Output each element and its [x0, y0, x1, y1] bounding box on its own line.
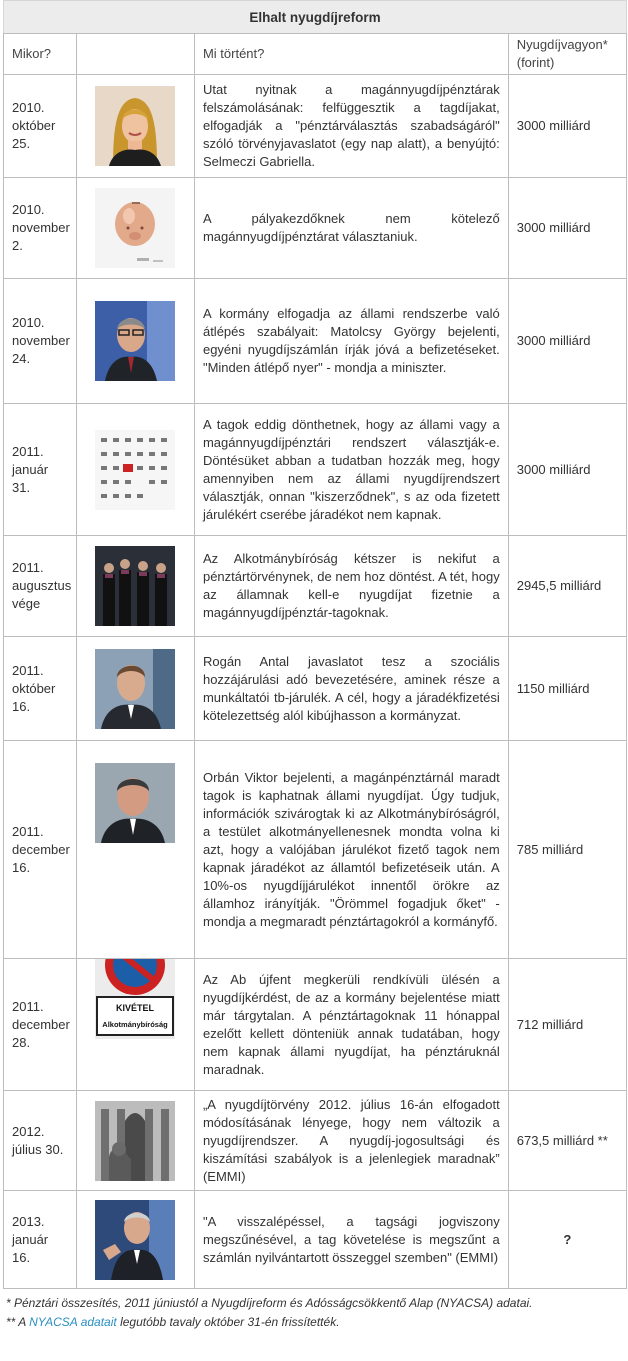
row-date: 2010. november 24.	[4, 279, 77, 404]
table-row	[4, 741, 627, 959]
portrait-speaker-photo	[95, 1200, 175, 1280]
row-description: "A visszalépéssel, a tagsági jogviszony megszűnésével, a tag követelése is megszűnt a számlán nyilvántartott összeggel szemben" (EMMI)	[194, 1191, 508, 1289]
footnote-2-prefix: ** A	[6, 1315, 30, 1329]
sign-bottom-text: Alkotmánybíróság	[102, 1020, 169, 1029]
no-parking-sign-photo	[95, 959, 175, 1039]
row-value: 3000 milliárd	[508, 178, 626, 279]
row-date: 2011. december 28.	[4, 959, 77, 1091]
row-date: 2011. augusztus vége	[4, 536, 77, 637]
piggy-bank-photo	[95, 188, 175, 268]
row-date: 2010. november 2.	[4, 178, 77, 279]
table-row	[4, 404, 627, 536]
row-description: A tagok eddig dönthetnek, hogy az állami vagy a magánnyugdíjpénztári rendszert választják-e. Döntésüket abban a tudatban hozzák meg, hogy amennyiben nem az állami nyugdíjrendszert választják, onnan "kiszerződnek", s az oda fizetett járulékért cserébe járadékot nem kapnak.	[194, 404, 508, 536]
header-image	[76, 34, 194, 75]
row-description: Az Alkotmánybíróság kétszer is nekifut a pénztártörvénynek, de nem hoz döntést. A tét, hogy az államnak kell-e nyugdíjat fizetnie a magánnyugdíjpénztár-tagoknak.	[194, 536, 508, 637]
row-description: „A nyugdíjtörvény 2012. július 16-án elfogadott módosításának lényege, hogy nem változik a nyugdíjrendszer. A nyugdíj-jogosultsági és kiszámítási szabályok is a jelenlegiek maradnak” (EMMI)	[194, 1091, 508, 1191]
table-row	[4, 637, 627, 741]
table-row	[4, 536, 627, 637]
row-value: ?	[508, 1191, 626, 1289]
row-description: Utat nyitnak a magánnyugdíjpénztárak felszámolásának: felfüggesztik a tagdíjakat, elfogadják a "pénztárválasztás szabadságáról" szóló törvényjavaslatot (egy nap alatt), a benyújtó: Selmeczi Gabriella.	[194, 75, 508, 178]
row-value: 3000 milliárd	[508, 279, 626, 404]
row-value: 673,5 milliárd **	[508, 1091, 626, 1191]
table-title: Elhalt nyugdíjreform	[3, 0, 627, 33]
row-value: 2945,5 milliárd	[508, 536, 626, 637]
row-description: Orbán Viktor bejelenti, a magánpénztárnál maradt tagok is kaphatnak állami nyugdíjat. Úgy tudjuk, információk szivárogtak ki az Alkotmánybíróságról, a testület alkotmányellenesnek mondta volna ki azt, hogy a valójában járulékot fizető tagok nem kapnak járadékot az államtól befizetéseik után. A 10%-os nyugdíjjárulékot innentől örökre az államhoz irányítják. "Örömmel fogadjuk őket" - mondja a megmaradt pénztártagokról a kormányfő.	[194, 741, 508, 959]
row-description: A pályakezdőknek nem kötelező magánnyugdíjpénztárat választaniuk.	[194, 178, 508, 279]
row-date: 2011. október 16.	[4, 637, 77, 741]
portrait-pm-photo	[95, 763, 175, 843]
court-judges-photo	[95, 546, 175, 626]
table-row	[4, 1091, 627, 1191]
sign-top-text: KIVÉTEL	[116, 1003, 155, 1013]
calendar-photo	[95, 430, 175, 510]
footnotes	[3, 1294, 627, 1332]
table-row	[4, 279, 627, 404]
portrait-man-photo	[95, 649, 175, 729]
row-value: 3000 milliárd	[508, 404, 626, 536]
row-date: 2010. október 25.	[4, 75, 77, 178]
row-date: 2011. december 16.	[4, 741, 77, 959]
header-when: Mikor?	[4, 34, 77, 75]
row-description: Az Ab újfent megkerüli rendkívüli ülésén a nyugdíjkérdést, de az a kormány bejelentése miatt már tárgytalan. A pénztártagoknak 11 hónappal ezelőtt kellett dönteniük annak tudatában, hogy nem kapnak állami nyugdíjat, ha pénztáruknál maradnak.	[194, 959, 508, 1091]
row-value: 3000 milliárd	[508, 75, 626, 178]
footnote-2-suffix: legutóbb tavaly október 31-én frissítették.	[116, 1315, 340, 1329]
portrait-minister-photo	[95, 301, 175, 381]
row-date: 2013. január 16.	[4, 1191, 77, 1289]
row-value: 712 milliárd	[508, 959, 626, 1091]
header-pension-assets: Nyugdíjvagyon* (forint)	[508, 34, 626, 75]
portrait-woman-photo	[95, 86, 175, 166]
table-row	[4, 1191, 627, 1289]
row-value: 785 milliárd	[508, 741, 626, 959]
pension-reform-table	[3, 33, 627, 1289]
row-date: 2011. január 31.	[4, 404, 77, 536]
row-description: A kormány elfogadja az állami rendszerbe való átlépés szabályait: Matolcsy György bejelenti, egyéni nyugdíjszámlán írják jóvá a befizetéseket. "Minden átlépő nyer" - mondja a miniszter.	[194, 279, 508, 404]
table-row	[4, 959, 627, 1091]
header-what-happened: Mi történt?	[194, 34, 508, 75]
parliament-lion-photo	[95, 1101, 175, 1181]
table-row	[4, 178, 627, 279]
row-description: Rogán Antal javaslatot tesz a szociális hozzájárulási adó bevezetésére, aminek része a munkáltatói tb-járulék. A cél, hogy a járadékfizetési kötelezettség alól kibújhasson a kormányzat.	[194, 637, 508, 741]
footnote-2	[6, 1313, 627, 1332]
table-header-row	[4, 34, 627, 75]
pension-reform-table-container	[3, 0, 627, 1332]
footnote-1: * Pénztári összesítés, 2011 júniustól a Nyugdíjreform és Adósságcsökkentő Alap (NYACSA) adatai.	[6, 1296, 533, 1310]
nyacsa-data-link[interactable]: NYACSA adatait	[29, 1315, 117, 1329]
row-value: 1150 milliárd	[508, 637, 626, 741]
table-row	[4, 75, 627, 178]
row-date: 2012. július 30.	[4, 1091, 77, 1191]
